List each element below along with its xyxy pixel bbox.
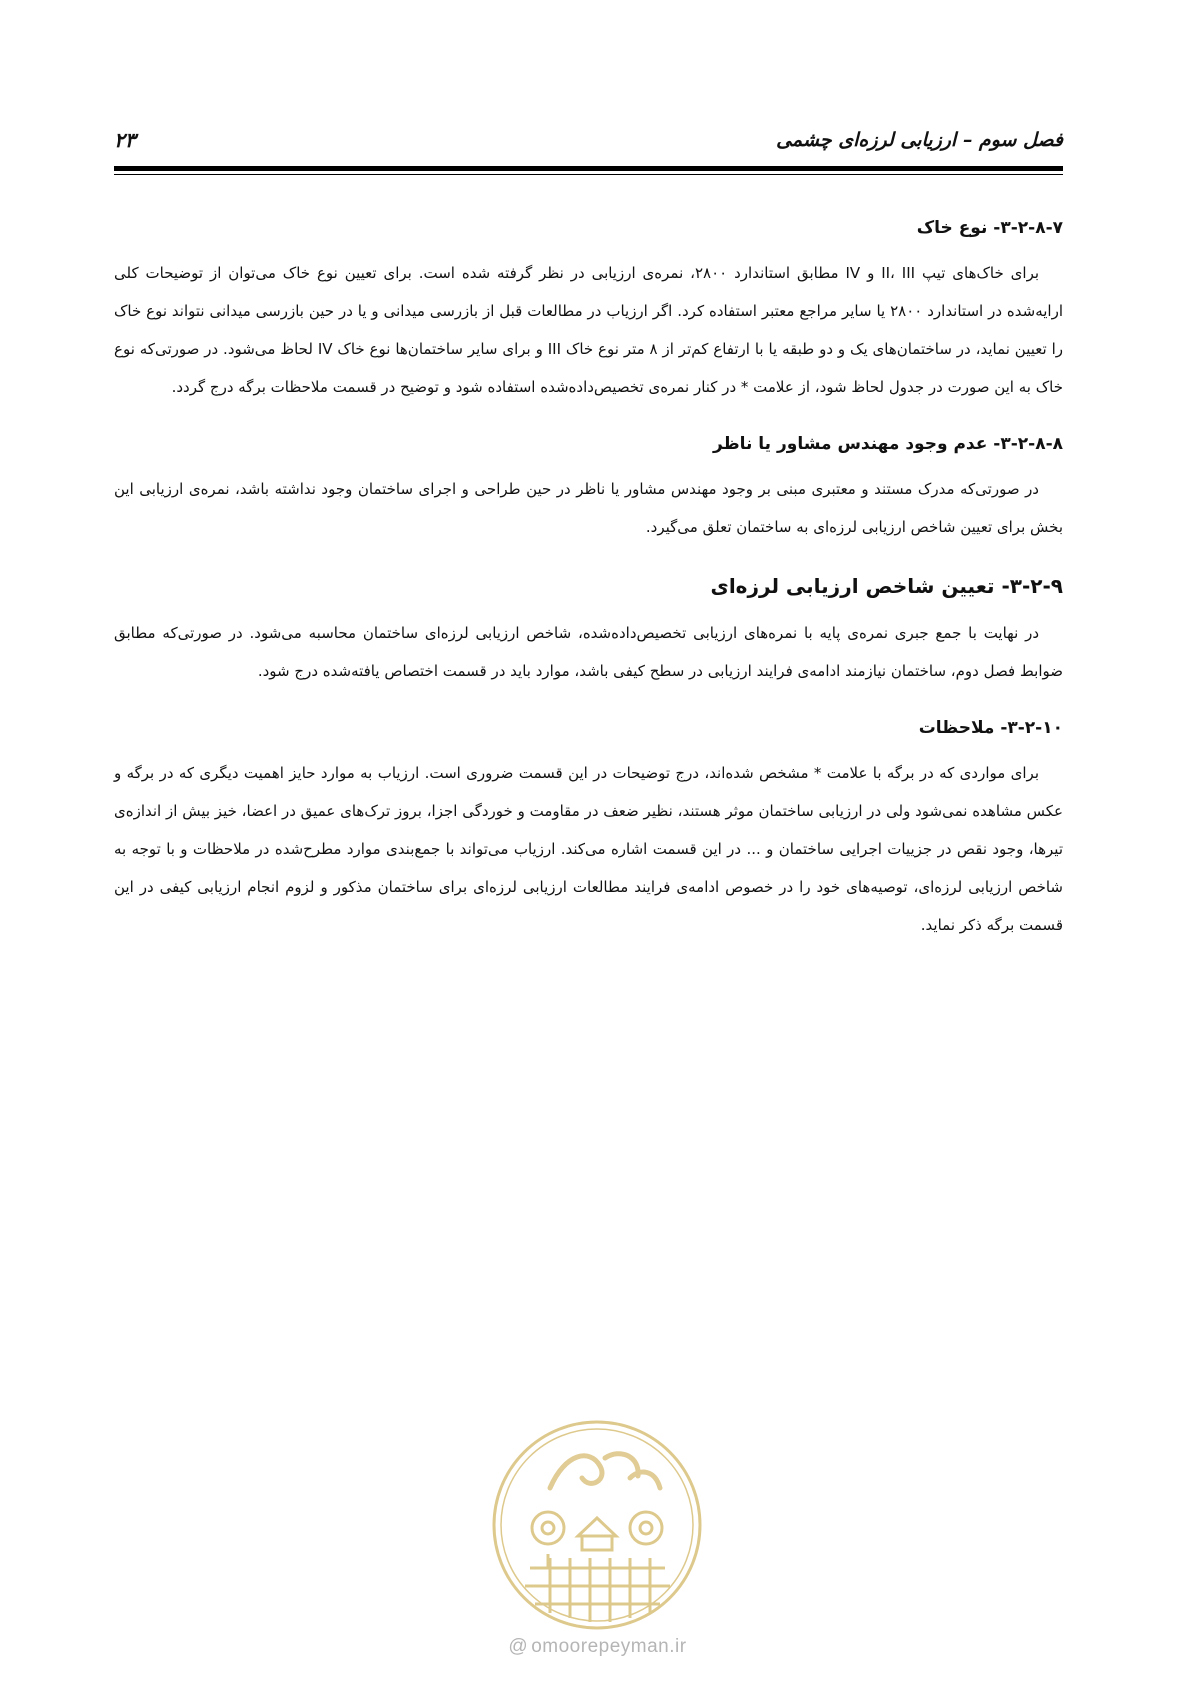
section-heading-seismic-index: ۳-۲-۹- تعیین شاخص ارزیابی لرزه‌ای xyxy=(710,574,1063,598)
page-header xyxy=(114,128,1063,164)
page-number: ۲۳ xyxy=(114,128,136,152)
section-paragraph-remarks: برای مواردی که در برگه با علامت * مشخص شده‌اند، درج توضیحات در این قسمت ضروری است. ارزیاب به موارد حایز اهمیت دیگری که در برگه و عکس مشاهده نمی‌شود ولی در ارزیابی ساختمان موثر هستند، نظیر ضعف در مقاومت و خوردگی اجزا، بروز ترک‌های عمیق در اعضا، خیز بیش از اندازه‌ی تیرها، وجود نقص در جزییات اجرایی ساختمان و ... در این قسمت اشاره می‌کند. ارزیاب می‌تواند با جمع‌بندی موارد مطرح‌شده در ملاحظات و با توجه به شاخص ارزیابی لرزه‌ای، توصیه‌های خود را در خصوص ادامه‌ی فرایند مطالعات ارزیابی لرزه‌ای برای ساختمان مذکور و لزوم انجام ارزیابی کیفی در این قسمت برگه ذکر نماید. xyxy=(114,764,1063,934)
header-rule-thick xyxy=(114,166,1063,171)
section-heading-consultant: ۳-۲-۸-۸- عدم وجود مهندس مشاور یا ناظر xyxy=(713,434,1063,454)
section-heading-remarks: ۳-۲-۱۰- ملاحظات xyxy=(918,718,1063,738)
at-icon: @ xyxy=(508,1636,529,1657)
section-heading-soil-type: ۳-۲-۸-۷- نوع خاک xyxy=(916,218,1063,238)
section-paragraph-soil-type: برای خاک‌های تیپ II، III و IV مطابق استاندارد ۲۸۰۰، نمره‌ی ارزیابی در نظر گرفته شده است. برای تعیین نوع خاک می‌توان از توضیحات کلی ارایه‌شده در استاندارد ۲۸۰۰ یا سایر مراجع معتبر استفاده کرد. اگر ارزیاب در مطالعات قبل از بازرسی میدانی و یا در حین بازرسی میدانی نتواند نوع خاک را تعیین نماید، در ساختمان‌های یک و دو طبقه یا با ارتفاع کم‌تر از ۸ متر نوع خاک III و برای سایر ساختمان‌ها نوع خاک IV لحاظ می‌شود. در صورتی‌که نوع خاک به این صورت در جدول لحاظ شود، از علامت * در کنار نمره‌ی تخصیص‌داده‌شده استفاده شود و توضیح در قسمت ملاحظات برگه درج گردد. xyxy=(114,264,1064,396)
section-paragraph-consultant: در صورتی‌که مدرک مستند و معتبری مبنی بر وجود مهندس مشاور یا ناظر در حین طراحی و اجرای ساختمان وجود نداشته باشد، نمره‌ی ارزیابی این بخش برای تعیین شاخص ارزیابی لرزه‌ای به ساختمان تعلق می‌گیرد. xyxy=(114,480,1063,536)
main-content xyxy=(114,214,1063,968)
header-rule-thin xyxy=(114,174,1063,175)
watermark-website: @ omoorepeyman.ir xyxy=(508,1636,687,1657)
running-title: فصل سوم – ارزیابی لرزه‌ای چشمی xyxy=(776,129,1063,151)
watermark-seal-logo xyxy=(490,1418,705,1633)
section-paragraph-seismic-index: در نهایت با جمع جبری نمره‌ی پایه با نمره‌های ارزیابی تخصیص‌داده‌شده، شاخص ارزیابی لرزه‌ای ساختمان محاسبه می‌شود. در صورتی‌که مطابق ضوابط فصل دوم، ساختمان نیازمند ادامه‌ی فرایند ارزیابی در سطح کیفی باشد، موارد باید در قسمت اختصاص یافته‌شده درج شود. xyxy=(114,624,1063,680)
